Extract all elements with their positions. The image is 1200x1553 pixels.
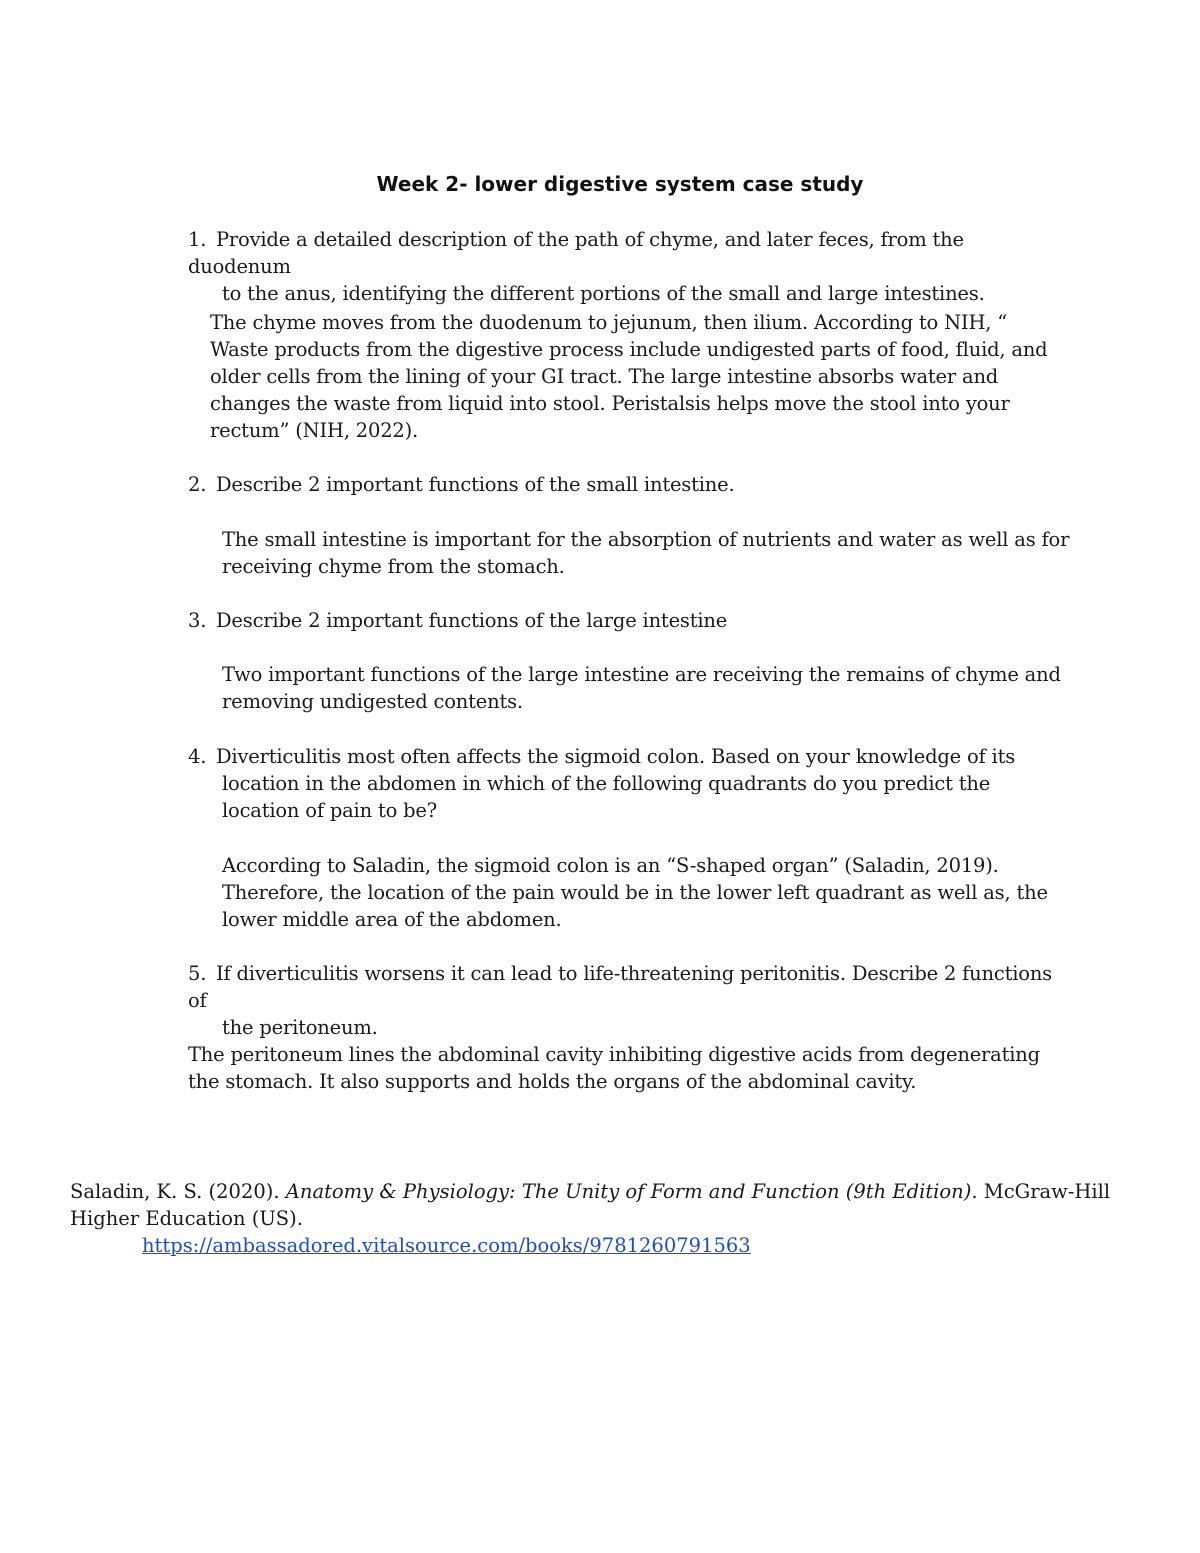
answer-1: The chyme moves from the duodenum to jejunum, then ilium. According to NIH, “ Waste products from the digestive process include undigested parts of food, fluid, and older cells from the lining of your GI tract. The large intestine absorbs water and changes the waste from liquid into stool. Peristalsis helps move the stool into your rectum” (NIH, 2022). [210,311,1048,442]
question-text-line1: Provide a detailed description of the path of chyme, and later feces, from the duodenum [188,228,964,278]
answer-5: The peritoneum lines the abdominal cavity inhibiting digestive acids from degenerating the stomach. It also supports and holds the organs of the abdominal cavity. [188,1043,1040,1093]
question-number: 1. [188,228,207,251]
question-text-line1: Describe 2 important functions of the small intestine. [216,473,735,496]
question-4 [188,743,1068,824]
page-title: Week 2- lower digestive system case study [376,172,864,196]
answer-4: According to Saladin, the sigmoid colon is an “S-shaped organ” (Saladin, 2019). Therefore, the location of the pain would be in the lower left quadrant as well as, the lower middle area of the abdomen. [222,854,1048,931]
reference-citation [70,1178,1150,1232]
question-text-line2: to the anus, identifying the different portions of the small and large intestines. [222,282,985,305]
answer-2: The small intestine is important for the absorption of nutrients and water as well as for receiving chyme from the stomach. [222,528,1070,578]
answer-3: Two important functions of the large intestine are receiving the remains of chyme and removing undigested contents. [222,663,1061,713]
question-text-line2: the peritoneum. [222,1016,378,1039]
reference-authors: Saladin, K. S. (2020). [70,1180,280,1203]
question-number: 3. [188,609,207,632]
question-text-line1: Describe 2 important functions of the large intestine [216,609,728,632]
question-text-line1: If diverticulitis worsens it can lead to life-threatening peritonitis. Describe 2 functions of [188,962,1052,1012]
question-text-line1: Diverticulitis most often affects the sigmoid colon. Based on your knowledge of its [216,745,1016,768]
reference-url-link[interactable]: https://ambassadored.vitalsource.com/books/9781260791563 [142,1234,751,1257]
reference-publisher: . McGraw-Hill Higher Education (US). [70,1180,1111,1230]
reference-link-line [142,1232,1102,1259]
question-2 [188,471,1068,498]
question-text-line2: location in the abdomen in which of the following quadrants do you predict the location of pain to be? [222,772,991,822]
question-3 [188,607,1068,634]
question-1 [188,226,1068,307]
reference-book-title: Anatomy & Physiology: The Unity of Form and Function (9th Edition) [285,1180,972,1203]
question-number: 5. [188,962,207,985]
question-number: 4. [188,745,207,768]
question-5 [188,960,1068,1041]
question-number: 2. [188,473,207,496]
